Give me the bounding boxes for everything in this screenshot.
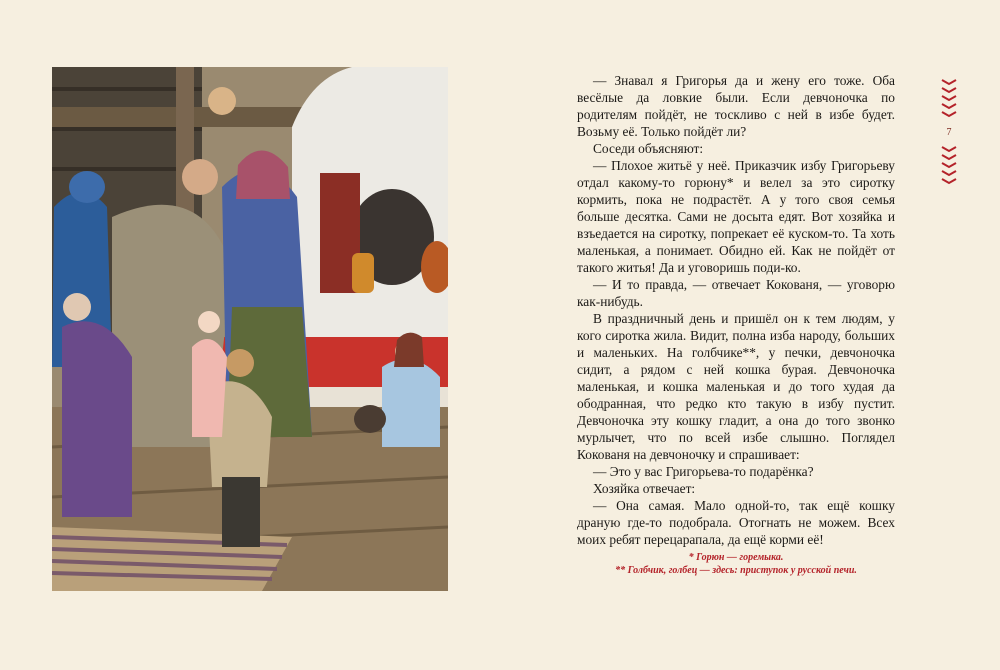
paragraph-6: — Это у вас Григорьева-то подарёнка? bbox=[593, 464, 814, 479]
footnote-2: ** Голбчик, голбец — здесь: приступок у русской печи. bbox=[615, 565, 857, 576]
paragraph-8: — Она самая. Мало одной-то, так ещё кошку драную где-то подобрала. Отогнать не можем. Всех моих ребят перецарапала, да ещё корми её! bbox=[577, 498, 895, 547]
margin-ornament-bottom bbox=[939, 143, 959, 185]
page-number: 7 bbox=[946, 127, 952, 138]
ornament-top-icon bbox=[939, 76, 959, 118]
paragraph-3: — Плохое житьё у неё. Приказчик избу Григорьеву отдал какому-то горюну* и велел за это сиротку кормить, пока не подрастёт. А у того своя семья больше десятка. Сами не досыта едят. Вот хозяйка и взъедается на сиротку, попрекает её куском-то. Та хоть маленькая, а понимает. Обидно ей. Как не пойдёт от такого житья! Да и уговоришь поди-ко. bbox=[577, 158, 895, 275]
ornament-bottom-icon bbox=[939, 143, 959, 185]
paragraph-1: — Знавал я Григорья да и жену его тоже. Оба весёлые да ловкие были. Если девчоночка по родителям пойдёт, не тоскливо с ней в избе будет. Возьму её. Только пойдёт ли? bbox=[577, 73, 895, 139]
footnote-1: * Горюн — горемыка. bbox=[688, 552, 784, 563]
illustration bbox=[52, 67, 448, 591]
footnotes bbox=[577, 551, 895, 577]
paragraph-2: Соседи объясняют: bbox=[593, 141, 704, 156]
main-text bbox=[577, 72, 895, 548]
margin-ornament-top bbox=[939, 76, 959, 118]
paragraph-4: — И то правда, — отвечает Кокованя, — уговорю как-нибудь. bbox=[577, 277, 895, 309]
paragraph-5: В праздничный день и пришёл он к тем людям, у кого сиротка жила. Видит, полна изба народу, больших и маленьких. На голбчике**, у печки, девчоночка сидит, а рядом с ней кошка бурая. Девчоночка маленькая, и кошка маленькая и до того худая да ободранная, что редко кто такую в избу пустит. Девчоночка эту кошку гладит, а она до того звонко мурлычет, что по всей избе слышно. Поглядел Кокованя на девчоночку и спрашивает: bbox=[577, 311, 895, 462]
paragraph-7: Хозяйка отвечает: bbox=[593, 481, 696, 496]
illustration-hut-interior bbox=[52, 67, 448, 591]
